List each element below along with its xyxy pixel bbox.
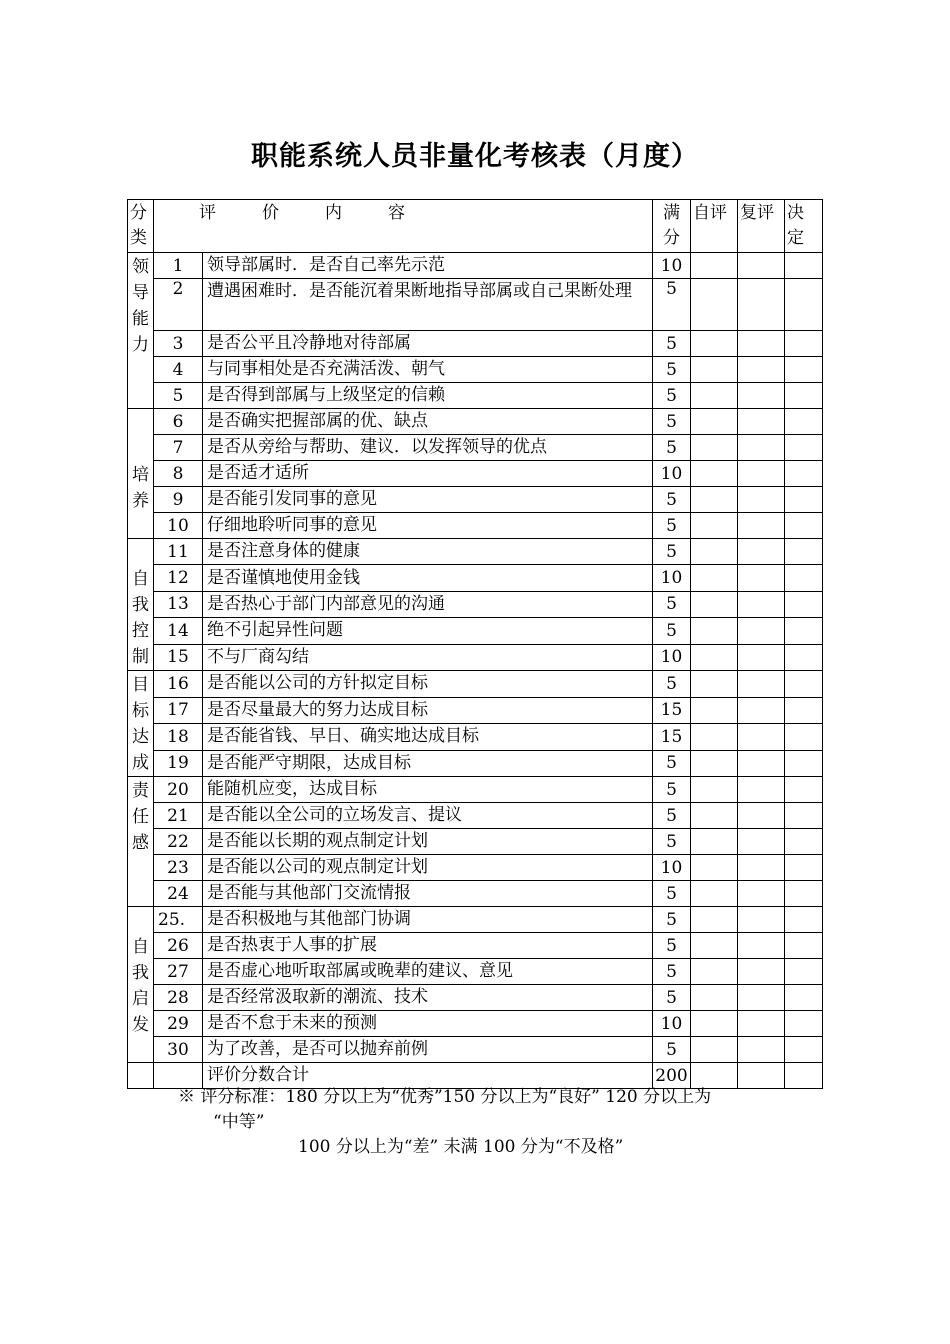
review-cell[interactable] — [738, 461, 785, 487]
review-cell[interactable] — [738, 881, 785, 907]
review-cell[interactable] — [738, 855, 785, 881]
decision-cell[interactable] — [785, 409, 823, 435]
review-cell[interactable] — [738, 565, 785, 591]
review-cell[interactable] — [738, 671, 785, 698]
scoring-note-line3: 100 分以上为“差” 未满 100 分为“不及格” — [298, 1137, 624, 1157]
table-row — [128, 881, 823, 907]
item-full-score: 5 — [653, 959, 691, 985]
table-row — [128, 565, 823, 591]
header-row — [128, 200, 823, 253]
review-cell[interactable] — [738, 1037, 785, 1063]
item-number: 9 — [154, 487, 203, 513]
category-cell — [128, 907, 154, 1063]
item-number: 27 — [154, 959, 203, 985]
item-number: 19 — [154, 750, 203, 777]
item-full-score: 5 — [653, 881, 691, 907]
item-number: 7 — [154, 435, 203, 461]
table-row — [128, 409, 823, 435]
decision-cell[interactable] — [785, 855, 823, 881]
item-number: 15 — [154, 644, 203, 670]
decision-cell[interactable] — [785, 1011, 823, 1037]
decision-cell[interactable] — [785, 881, 823, 907]
item-number: 13 — [154, 591, 203, 617]
category-char: 感 — [132, 833, 149, 853]
self-eval-cell[interactable] — [691, 279, 738, 331]
item-number: 3 — [154, 331, 203, 357]
item-number: 14 — [154, 618, 203, 644]
item-criteria: 是否能严守期限，达成目标 — [203, 750, 653, 777]
self-eval-cell[interactable] — [691, 1011, 738, 1037]
item-criteria: 是否注意身体的健康 — [203, 539, 653, 565]
item-number: 23 — [154, 855, 203, 881]
self-eval-cell[interactable] — [691, 331, 738, 357]
header-decision-line2: 定 — [787, 228, 804, 248]
category-char: 培 — [132, 465, 149, 485]
decision-cell[interactable] — [785, 933, 823, 959]
total-label: 评价分数合计 — [203, 1063, 653, 1089]
table-row — [128, 750, 823, 777]
header-full-score — [653, 200, 691, 253]
category-char: 力 — [132, 335, 149, 355]
item-full-score: 5 — [653, 907, 691, 933]
self-eval-cell[interactable] — [691, 697, 738, 724]
review-cell[interactable] — [738, 487, 785, 513]
table-row — [128, 357, 823, 383]
self-eval-cell[interactable] — [691, 357, 738, 383]
item-number: 29 — [154, 1011, 203, 1037]
self-eval-cell[interactable] — [691, 618, 738, 644]
item-full-score: 10 — [653, 855, 691, 881]
item-criteria: 为了改善，是否可以抛弃前例 — [203, 1037, 653, 1063]
item-number: 25. — [154, 907, 203, 933]
decision-cell[interactable] — [785, 618, 823, 644]
review-cell[interactable] — [738, 253, 785, 279]
decision-cell[interactable] — [785, 279, 823, 331]
item-full-score: 15 — [653, 724, 691, 751]
category-char: 达 — [132, 727, 149, 747]
self-eval-cell[interactable] — [691, 803, 738, 829]
total-review-cell[interactable] — [738, 1063, 785, 1089]
category-char: 制 — [132, 647, 149, 667]
item-criteria: 是否确实把握部属的优、缺点 — [203, 409, 653, 435]
item-full-score: 5 — [653, 618, 691, 644]
self-eval-cell[interactable] — [691, 907, 738, 933]
item-full-score: 10 — [653, 644, 691, 670]
item-number: 18 — [154, 724, 203, 751]
table-row — [128, 487, 823, 513]
review-cell[interactable] — [738, 357, 785, 383]
item-full-score: 5 — [653, 1037, 691, 1063]
item-criteria: 是否能以公司的观点制定计划 — [203, 855, 653, 881]
table-row — [128, 907, 823, 933]
table-row — [128, 724, 823, 751]
item-criteria: 仔细地聆听同事的意见 — [203, 513, 653, 539]
item-full-score: 5 — [653, 803, 691, 829]
item-number: 10 — [154, 513, 203, 539]
decision-cell[interactable] — [785, 513, 823, 539]
decision-cell[interactable] — [785, 907, 823, 933]
item-number: 8 — [154, 461, 203, 487]
review-cell[interactable] — [738, 724, 785, 751]
item-full-score: 5 — [653, 985, 691, 1011]
category-cell — [128, 777, 154, 907]
header-category-line2: 类 — [130, 228, 147, 248]
header-category — [128, 200, 154, 253]
self-eval-cell[interactable] — [691, 671, 738, 698]
item-full-score: 10 — [653, 1011, 691, 1037]
header-review: 复评 — [738, 200, 785, 253]
item-number: 24 — [154, 881, 203, 907]
total-decision-cell[interactable] — [785, 1063, 823, 1089]
table-row — [128, 985, 823, 1011]
total-category-blank — [128, 1063, 154, 1089]
self-eval-cell[interactable] — [691, 1037, 738, 1063]
review-cell[interactable] — [738, 644, 785, 670]
item-full-score: 10 — [653, 461, 691, 487]
table-row — [128, 959, 823, 985]
self-eval-cell[interactable] — [691, 750, 738, 777]
decision-cell[interactable] — [785, 777, 823, 803]
item-criteria: 是否从旁给与帮助、建议．以发挥领导的优点 — [203, 435, 653, 461]
self-eval-cell[interactable] — [691, 461, 738, 487]
item-criteria: 能随机应变，达成目标 — [203, 777, 653, 803]
category-char: 自 — [132, 937, 149, 957]
item-full-score: 5 — [653, 933, 691, 959]
item-criteria: 绝不引起异性问题 — [203, 618, 653, 644]
decision-cell[interactable] — [785, 750, 823, 777]
review-cell[interactable] — [738, 618, 785, 644]
review-cell[interactable] — [738, 1011, 785, 1037]
review-cell[interactable] — [738, 985, 785, 1011]
table-row — [128, 253, 823, 279]
item-full-score: 5 — [653, 487, 691, 513]
item-full-score: 5 — [653, 671, 691, 698]
category-char: 导 — [132, 283, 149, 303]
item-criteria: 是否尽量最大的努力达成目标 — [203, 697, 653, 724]
table-row — [128, 644, 823, 670]
review-cell[interactable] — [738, 383, 785, 409]
category-char: 领 — [132, 257, 149, 277]
item-criteria: 遭遇困难时．是否能沉着果断地指导部属或自己果断处理 — [203, 279, 653, 331]
item-full-score: 5 — [653, 435, 691, 461]
category-char: 能 — [132, 309, 149, 329]
item-number: 20 — [154, 777, 203, 803]
header-decision — [785, 200, 823, 253]
item-number: 16 — [154, 671, 203, 698]
decision-cell[interactable] — [785, 697, 823, 724]
review-cell[interactable] — [738, 907, 785, 933]
decision-cell[interactable] — [785, 383, 823, 409]
table-row — [128, 777, 823, 803]
table-row — [128, 618, 823, 644]
decision-cell[interactable] — [785, 591, 823, 617]
item-number: 22 — [154, 829, 203, 855]
header-full-line2: 分 — [663, 228, 680, 248]
item-number: 28 — [154, 985, 203, 1011]
category-char: 成 — [132, 753, 149, 773]
table-row — [128, 461, 823, 487]
item-criteria: 是否公平且冷静地对待部属 — [203, 331, 653, 357]
category-cell — [128, 409, 154, 539]
scoring-note-line1: ※ 评分标准：180 分以上为“优秀”150 分以上为“良好” 120 分以上为 — [178, 1087, 712, 1107]
review-cell[interactable] — [738, 279, 785, 331]
item-criteria: 是否不怠于未来的预测 — [203, 1011, 653, 1037]
item-criteria: 是否能与其他部门交流情报 — [203, 881, 653, 907]
item-criteria: 与同事相处是否充满活泼、朝气 — [203, 357, 653, 383]
item-criteria: 是否热心于部门内部意见的沟通 — [203, 591, 653, 617]
item-criteria: 是否能省钱、早日、确实地达成目标 — [203, 724, 653, 751]
header-full-line1: 满 — [663, 203, 680, 223]
category-cell — [128, 671, 154, 777]
decision-cell[interactable] — [785, 959, 823, 985]
self-eval-cell[interactable] — [691, 777, 738, 803]
page-title: 职能系统人员非量化考核表（月度） — [251, 141, 699, 172]
header-content-char: 价 — [262, 203, 279, 223]
self-eval-cell[interactable] — [691, 644, 738, 670]
evaluation-table — [127, 199, 823, 1089]
item-full-score: 15 — [653, 697, 691, 724]
item-criteria: 是否虚心地听取部属或晚辈的建议、意见 — [203, 959, 653, 985]
item-full-score: 5 — [653, 357, 691, 383]
table-row — [128, 1011, 823, 1037]
category-char: 发 — [132, 1015, 149, 1035]
table-row — [128, 671, 823, 698]
item-full-score: 5 — [653, 409, 691, 435]
item-full-score: 5 — [653, 829, 691, 855]
decision-cell[interactable] — [785, 357, 823, 383]
table-row — [128, 803, 823, 829]
review-cell[interactable] — [738, 933, 785, 959]
category-char: 我 — [132, 963, 149, 983]
review-cell[interactable] — [738, 435, 785, 461]
review-cell[interactable] — [738, 591, 785, 617]
category-cell — [128, 253, 154, 409]
decision-cell[interactable] — [785, 331, 823, 357]
item-criteria: 是否能以公司的方针拟定目标 — [203, 671, 653, 698]
category-char: 标 — [132, 701, 149, 721]
table-row — [128, 1037, 823, 1063]
table-row — [128, 697, 823, 724]
item-full-score: 5 — [653, 750, 691, 777]
table-row — [128, 539, 823, 565]
table-row — [128, 279, 823, 331]
item-number: 1 — [154, 253, 203, 279]
category-char: 我 — [132, 595, 149, 615]
decision-cell[interactable] — [785, 565, 823, 591]
item-number: 21 — [154, 803, 203, 829]
self-eval-cell[interactable] — [691, 253, 738, 279]
decision-cell[interactable] — [785, 671, 823, 698]
decision-cell[interactable] — [785, 724, 823, 751]
decision-cell[interactable] — [785, 253, 823, 279]
self-eval-cell[interactable] — [691, 829, 738, 855]
item-number: 6 — [154, 409, 203, 435]
review-cell[interactable] — [738, 750, 785, 777]
category-char: 养 — [132, 491, 149, 511]
self-eval-cell[interactable] — [691, 409, 738, 435]
category-char: 控 — [132, 621, 149, 641]
self-eval-cell[interactable] — [691, 383, 738, 409]
item-criteria: 是否适才适所 — [203, 461, 653, 487]
decision-cell[interactable] — [785, 487, 823, 513]
category-char: 责 — [132, 781, 149, 801]
header-content-char: 容 — [388, 203, 405, 223]
item-number: 4 — [154, 357, 203, 383]
scoring-note-line2: “中等” — [213, 1112, 265, 1132]
item-full-score: 5 — [653, 279, 691, 331]
item-full-score: 5 — [653, 591, 691, 617]
review-cell[interactable] — [738, 829, 785, 855]
item-number: 11 — [154, 539, 203, 565]
decision-cell[interactable] — [785, 803, 823, 829]
table-row — [128, 591, 823, 617]
decision-cell[interactable] — [785, 985, 823, 1011]
total-score: 200 — [653, 1063, 691, 1089]
item-criteria: 领导部属时．是否自己率先示范 — [203, 253, 653, 279]
review-cell[interactable] — [738, 331, 785, 357]
review-cell[interactable] — [738, 513, 785, 539]
header-decision-line1: 决 — [787, 203, 804, 223]
self-eval-cell[interactable] — [691, 565, 738, 591]
self-eval-cell[interactable] — [691, 959, 738, 985]
item-criteria: 是否积极地与其他部门协调 — [203, 907, 653, 933]
item-criteria: 是否经常汲取新的潮流、技术 — [203, 985, 653, 1011]
decision-cell[interactable] — [785, 829, 823, 855]
review-cell[interactable] — [738, 697, 785, 724]
review-cell[interactable] — [738, 409, 785, 435]
item-criteria: 不与厂商勾结 — [203, 644, 653, 670]
category-char: 启 — [132, 989, 149, 1009]
table-row — [128, 435, 823, 461]
decision-cell[interactable] — [785, 435, 823, 461]
item-full-score: 5 — [653, 777, 691, 803]
category-cell — [128, 539, 154, 671]
item-criteria: 是否能引发同事的意见 — [203, 487, 653, 513]
review-cell[interactable] — [738, 539, 785, 565]
item-number: 5 — [154, 383, 203, 409]
table-row — [128, 933, 823, 959]
item-full-score: 5 — [653, 383, 691, 409]
item-number: 2 — [154, 279, 203, 331]
item-number: 17 — [154, 697, 203, 724]
item-criteria: 是否能以全公司的立场发言、提议 — [203, 803, 653, 829]
item-full-score: 10 — [653, 565, 691, 591]
item-criteria: 是否谨慎地使用金钱 — [203, 565, 653, 591]
self-eval-cell[interactable] — [691, 985, 738, 1011]
header-self-eval: 自评 — [691, 200, 738, 253]
table-row — [128, 829, 823, 855]
item-full-score: 10 — [653, 253, 691, 279]
decision-cell[interactable] — [785, 1037, 823, 1063]
self-eval-cell[interactable] — [691, 487, 738, 513]
self-eval-cell[interactable] — [691, 513, 738, 539]
item-number: 26 — [154, 933, 203, 959]
category-char: 目 — [132, 675, 149, 695]
header-category-line1: 分 — [130, 203, 147, 223]
header-content-char: 评 — [199, 203, 216, 223]
review-cell[interactable] — [738, 959, 785, 985]
self-eval-cell[interactable] — [691, 855, 738, 881]
table-row — [128, 513, 823, 539]
item-full-score: 5 — [653, 513, 691, 539]
header-content — [154, 200, 653, 253]
item-criteria: 是否得到部属与上级坚定的信赖 — [203, 383, 653, 409]
item-number: 12 — [154, 565, 203, 591]
self-eval-cell[interactable] — [691, 933, 738, 959]
category-char: 任 — [132, 807, 149, 827]
table-row — [128, 331, 823, 357]
decision-cell[interactable] — [785, 539, 823, 565]
category-char: 自 — [132, 569, 149, 589]
item-full-score: 5 — [653, 539, 691, 565]
review-cell[interactable] — [738, 777, 785, 803]
review-cell[interactable] — [738, 803, 785, 829]
self-eval-cell[interactable] — [691, 435, 738, 461]
self-eval-cell[interactable] — [691, 591, 738, 617]
self-eval-cell[interactable] — [691, 881, 738, 907]
item-criteria: 是否能以长期的观点制定计划 — [203, 829, 653, 855]
header-content-char: 内 — [325, 203, 342, 223]
self-eval-cell[interactable] — [691, 724, 738, 751]
table-row — [128, 383, 823, 409]
decision-cell[interactable] — [785, 644, 823, 670]
item-criteria: 是否热衷于人事的扩展 — [203, 933, 653, 959]
self-eval-cell[interactable] — [691, 539, 738, 565]
item-number: 30 — [154, 1037, 203, 1063]
table-row — [128, 855, 823, 881]
item-full-score: 5 — [653, 331, 691, 357]
decision-cell[interactable] — [785, 461, 823, 487]
